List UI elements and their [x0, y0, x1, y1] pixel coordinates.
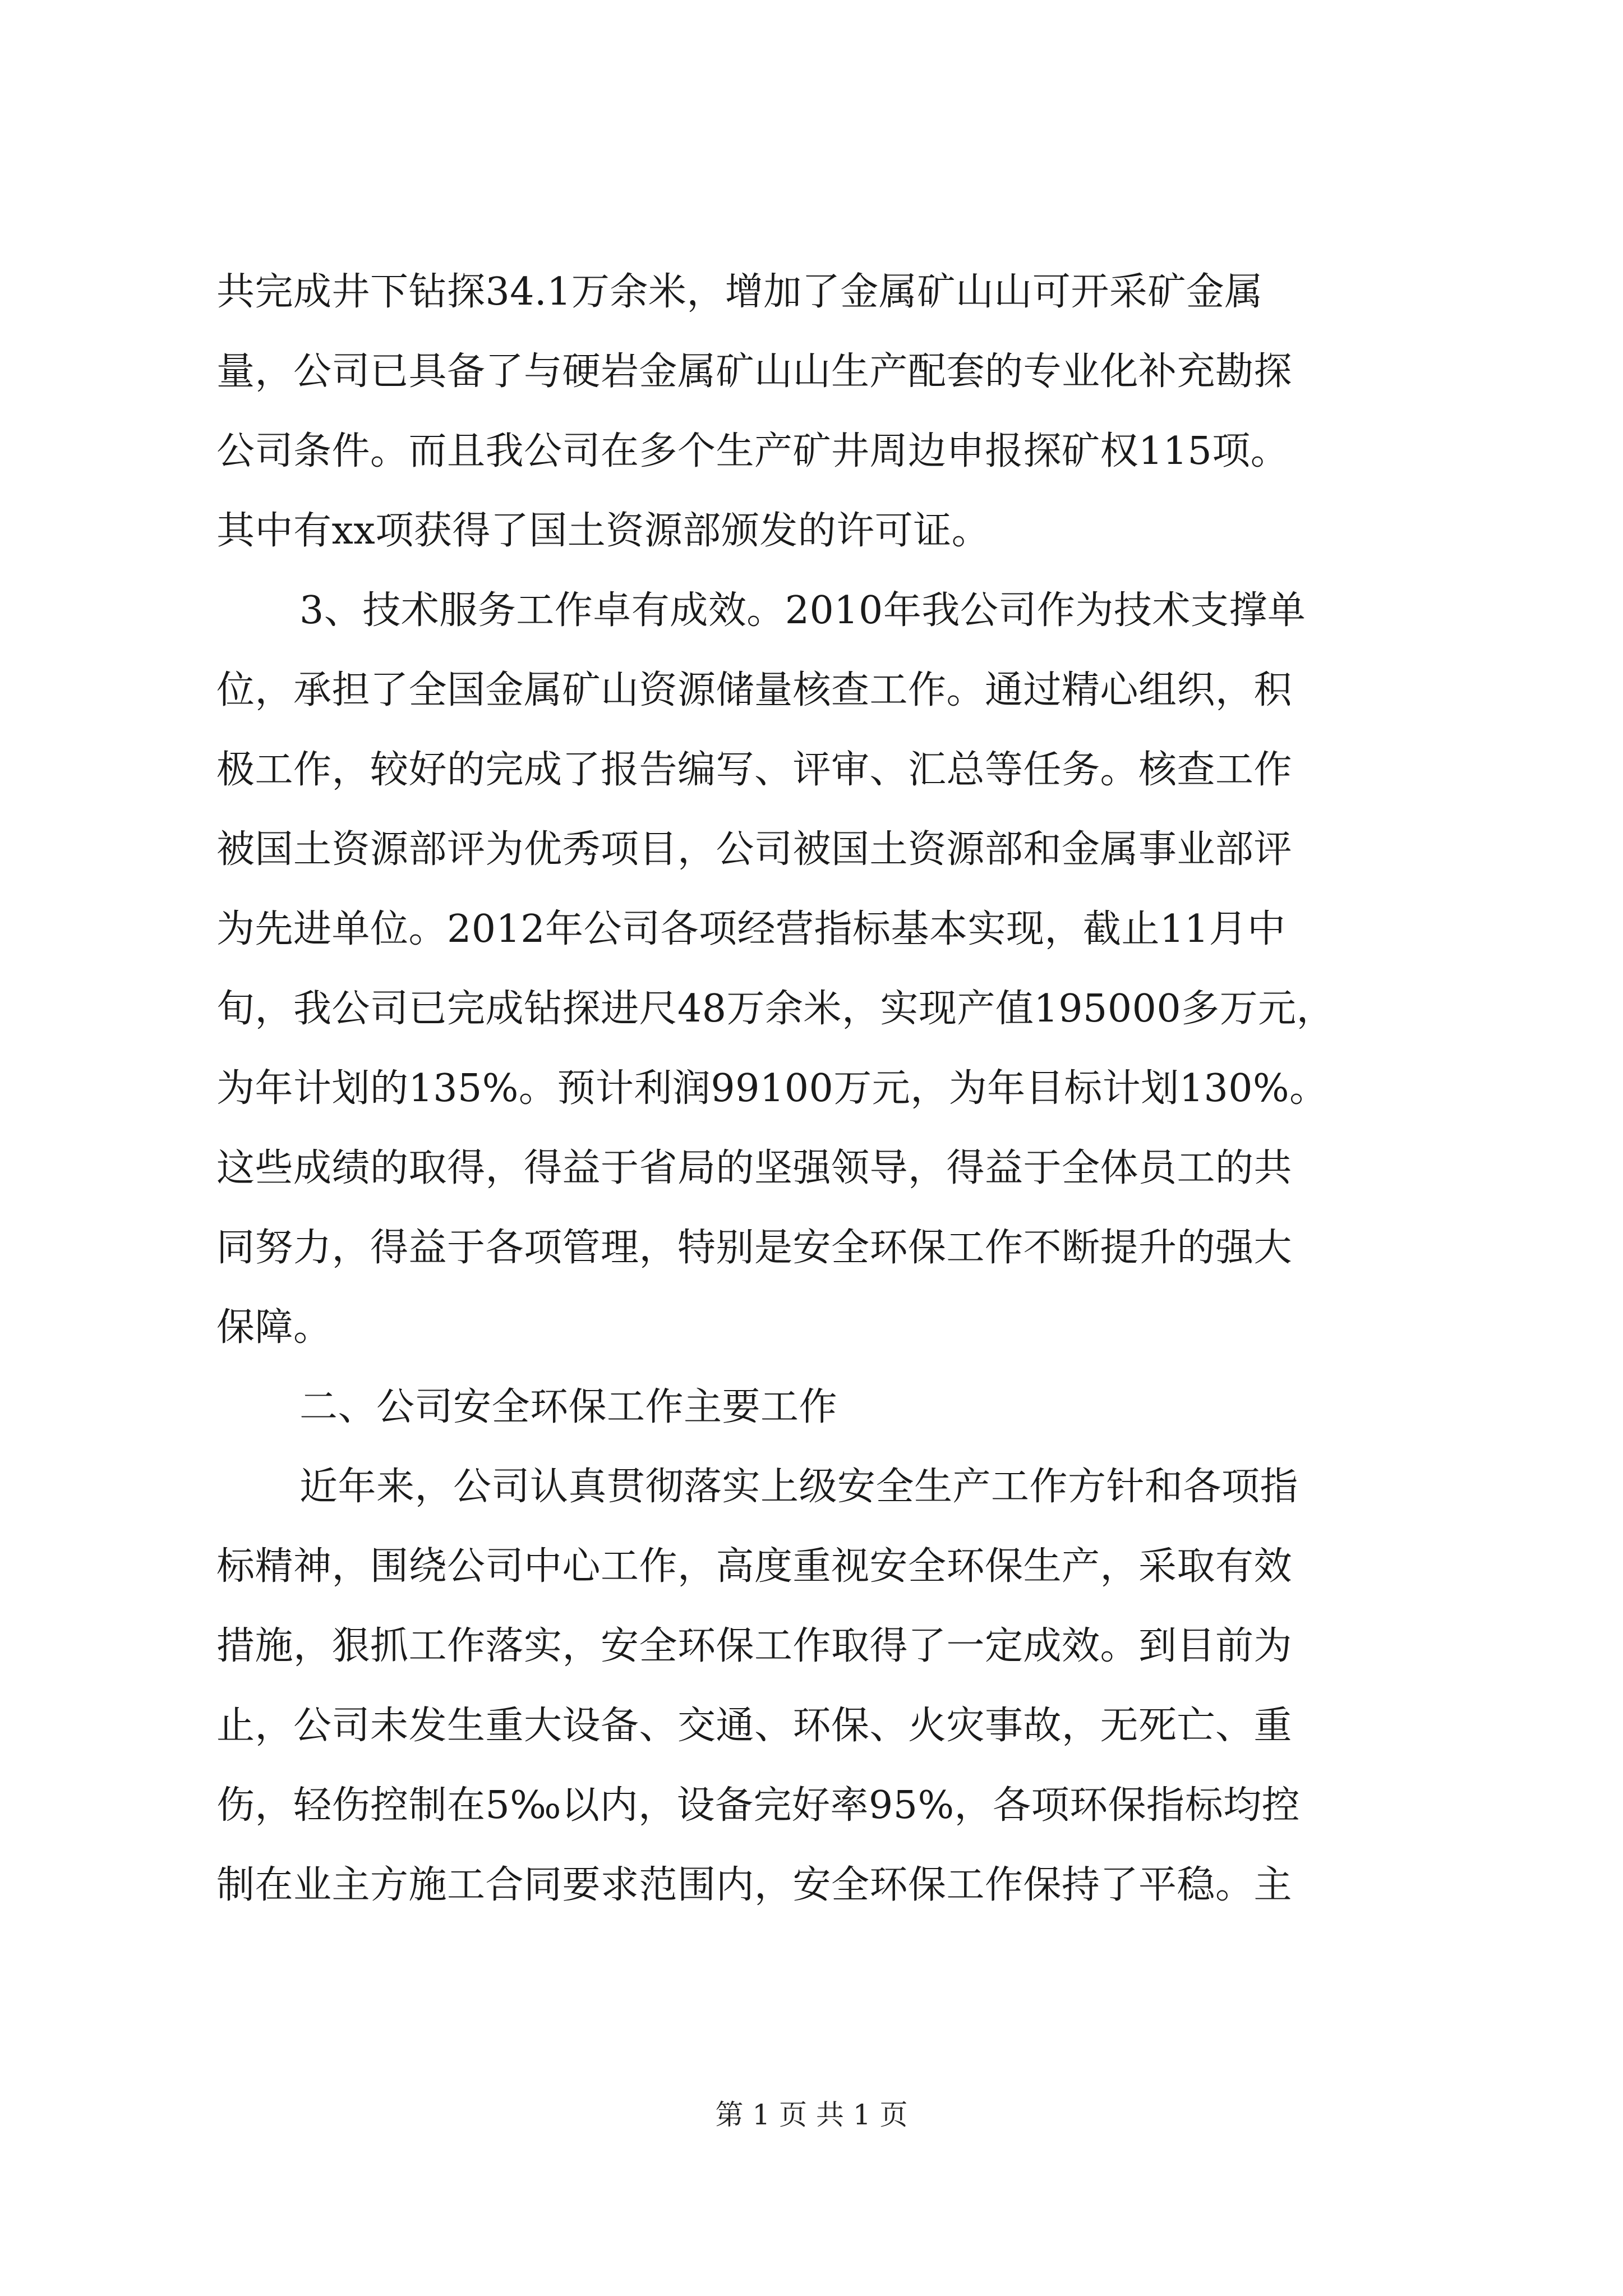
text-line: 为年计划的135%。预计利润99100万元，为年目标计划130%。	[216, 1066, 1328, 1111]
text-line: 措施，狠抓工作落实，安全环保工作取得了一定成效。到目前为	[216, 1624, 1293, 1668]
text-line: 量，公司已具备了与硬岩金属矿山山生产配套的专业化补充勘探	[216, 349, 1293, 394]
page-number-footer: 第 1 页 共 1 页	[715, 2099, 908, 2131]
text-line: 公司条件。而且我公司在多个生产矿井周边申报探矿权115项。	[216, 429, 1289, 473]
text-line: 极工作，较好的完成了报告编写、评审、汇总等任务。核查工作	[216, 748, 1293, 792]
text-line: 这些成绩的取得，得益于省局的坚强领导，得益于全体员工的共	[216, 1146, 1293, 1190]
text-line: 位，承担了全国金属矿山资源储量核查工作。通过精心组织，积	[216, 668, 1293, 712]
text-line: 其中有xx项获得了国土资源部颁发的许可证。	[216, 509, 990, 553]
text-line: 被国土资源部评为优秀项目，公司被国土资源部和金属事业部评	[216, 827, 1293, 872]
paragraph-first-line: 3、技术服务工作卓有成效。2010年我公司作为技术支撑单	[299, 588, 1306, 633]
text-line: 止，公司未发生重大设备、交通、环保、火灾事故，无死亡、重	[216, 1704, 1293, 1748]
text-line: 保障。	[216, 1305, 332, 1350]
text-line: 同努力，得益于各项管理，特别是安全环保工作不断提升的强大	[216, 1226, 1293, 1270]
text-line: 共完成井下钻探34.1万余米，增加了金属矿山山可开采矿金属	[216, 270, 1263, 314]
section-heading: 二、公司安全环保工作主要工作	[299, 1385, 838, 1429]
text-line: 为先进单位。2012年公司各项经营指标基本实现，截止11月中	[216, 907, 1286, 951]
text-line: 伤，轻伤控制在5‰以内，设备完好率95%，各项环保指标均控	[216, 1783, 1301, 1828]
text-line: 标精神，围绕公司中心工作，高度重视安全环保生产，采取有效	[216, 1544, 1293, 1589]
text-line: 制在业主方施工合同要求范围内，安全环保工作保持了平稳。主	[216, 1863, 1293, 1907]
text-line: 旬，我公司已完成钻探进尺48万余米，实现产值195000多万元，	[216, 987, 1335, 1031]
paragraph-first-line: 近年来，公司认真贯彻落实上级安全生产工作方针和各项指	[299, 1465, 1299, 1509]
document-body	[216, 252, 1405, 1925]
